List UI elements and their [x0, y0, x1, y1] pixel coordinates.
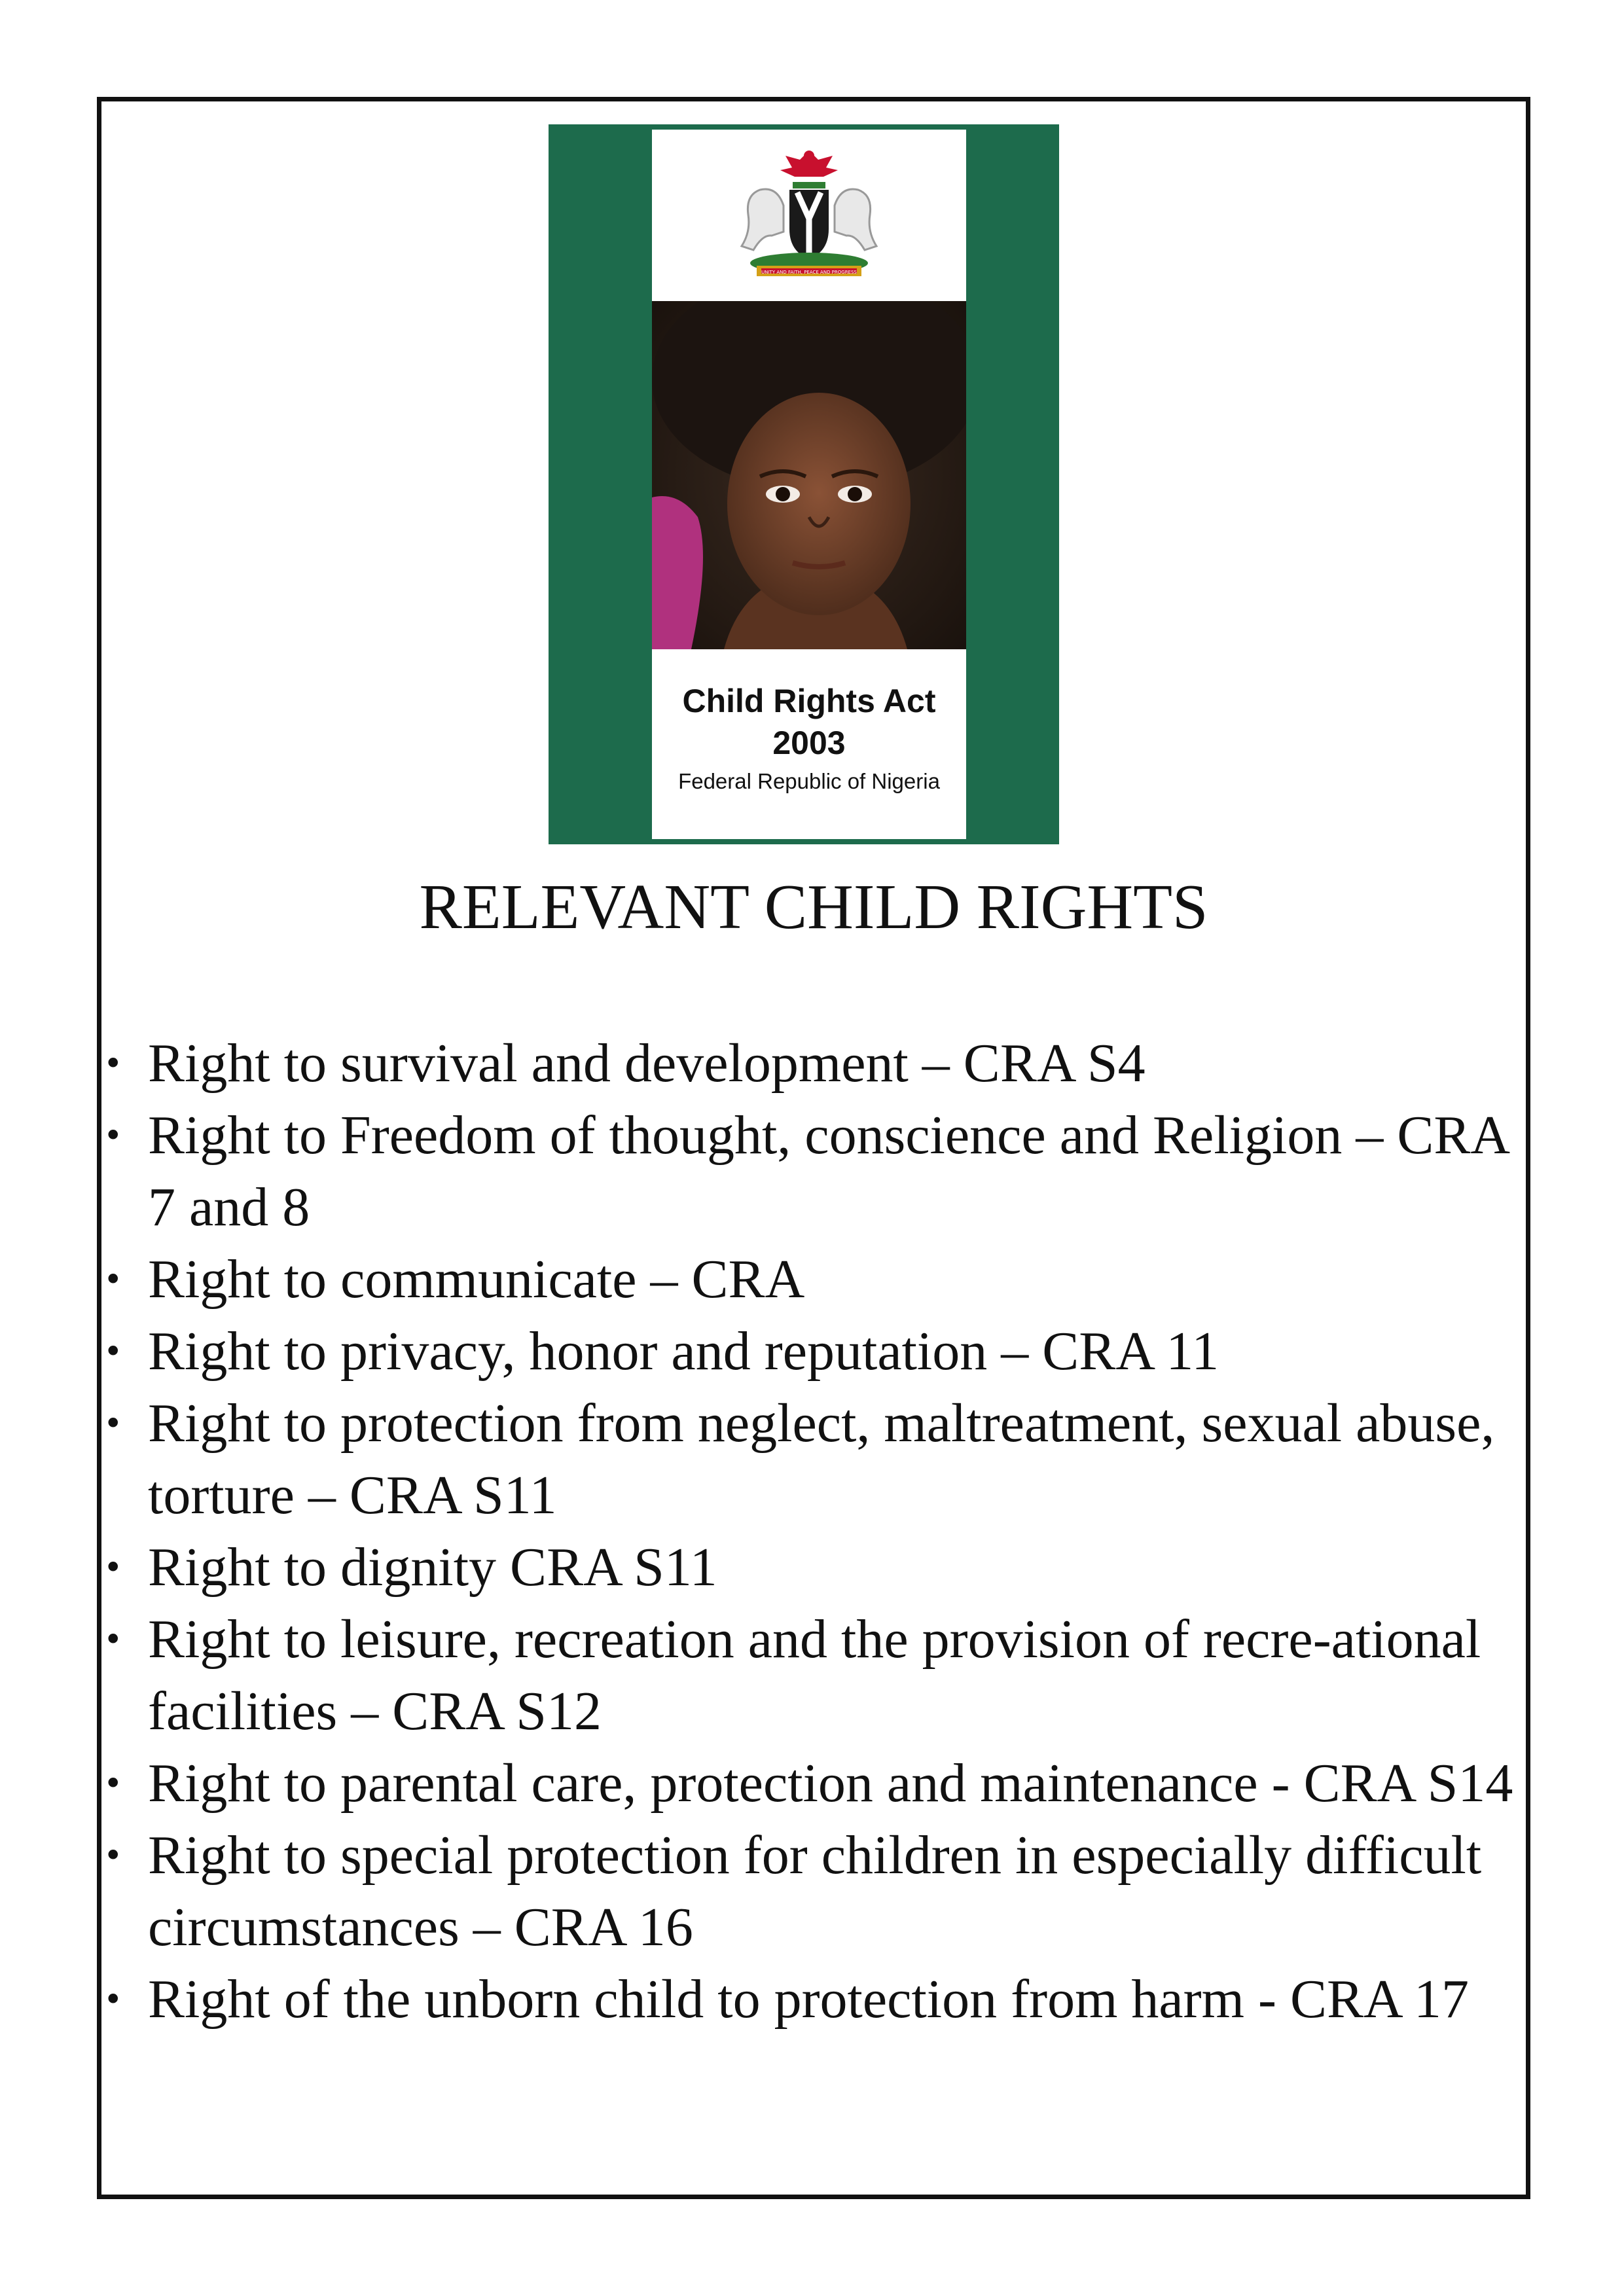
bullet-icon: •: [103, 1045, 123, 1083]
cover-title: Child Rights Act: [682, 683, 936, 719]
list-item: [103, 1388, 1530, 1532]
rights-list: [103, 1028, 1530, 2036]
list-item: [103, 1748, 1530, 1820]
bullet-icon: •: [103, 1621, 123, 1659]
nigeria-coat-of-arms-icon: [721, 144, 897, 288]
list-item-text: Right to Freedom of thought, conscience and Religion – CRA 7 and 8: [148, 1105, 1507, 1238]
list-item: [103, 1244, 1530, 1316]
list-item-text: Right to privacy, honor and reputation – CRA 11: [148, 1321, 1219, 1382]
bullet-icon: •: [103, 1261, 123, 1299]
page-heading: RELEVANT CHILD RIGHTS: [419, 872, 1208, 942]
list-item-text: Right to dignity CRA S11: [148, 1537, 717, 1598]
list-item-text: Right to leisure, recreation and the provision of recre-ational facilities – CRA S12: [148, 1609, 1481, 1742]
cover-panel: [652, 130, 966, 839]
cover-caption: [652, 649, 966, 839]
cover-subtitle: Federal Republic of Nigeria: [678, 769, 940, 793]
bullet-icon: •: [103, 1837, 123, 1874]
cover-image: [549, 124, 1059, 844]
list-item-text: Right of the unborn child to protection from harm - CRA 17: [148, 1969, 1470, 2030]
list-item: [103, 1028, 1530, 1100]
child-photo: [652, 301, 966, 649]
list-item: [103, 1532, 1530, 1604]
bullet-icon: •: [103, 1333, 123, 1371]
bullet-icon: •: [103, 1405, 123, 1443]
bullet-icon: •: [103, 1765, 123, 1803]
bullet-icon: •: [103, 1117, 123, 1155]
crest-motto: UNITY AND FAITH, PEACE AND PROGRESS: [761, 270, 857, 275]
list-item: [103, 1100, 1530, 1244]
crest-area: [652, 130, 966, 301]
list-item: [103, 1964, 1530, 2036]
list-item: [103, 1604, 1530, 1748]
bullet-icon: •: [103, 1549, 123, 1587]
list-item-text: Right to protection from neglect, maltreatment, sexual abuse, torture – CRA S11: [148, 1393, 1495, 1526]
list-item-text: Right to special protection for children in especially difficult circumstances – CRA 16: [148, 1825, 1482, 1958]
cover-year: 2003: [772, 725, 846, 761]
list-item: [103, 1820, 1530, 1964]
list-item-text: Right to communicate – CRA: [148, 1249, 805, 1310]
list-item-text: Right to survival and development – CRA S4: [148, 1033, 1146, 1094]
bullet-icon: •: [103, 1981, 123, 2018]
list-item: [103, 1316, 1530, 1388]
list-item-text: Right to parental care, protection and maintenance - CRA S14: [148, 1753, 1513, 1814]
